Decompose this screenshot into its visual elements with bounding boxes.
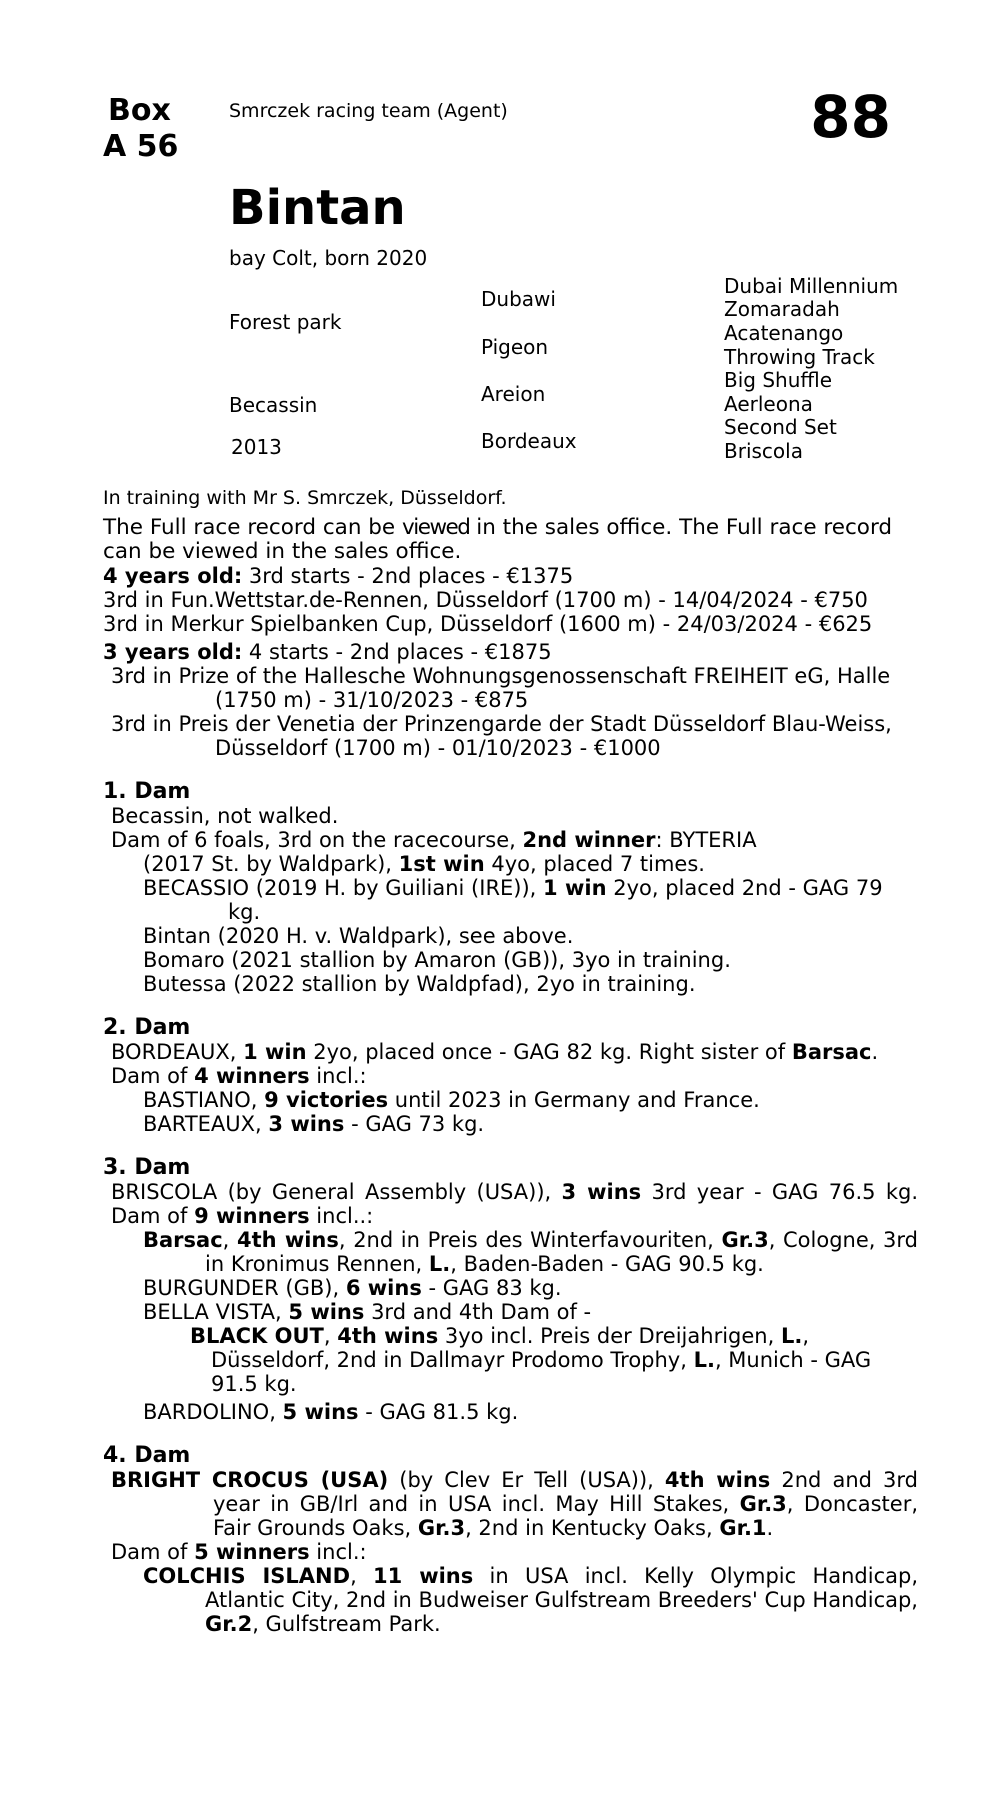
box-word: Box	[108, 93, 171, 128]
dam-heading: 4. Dam	[103, 1443, 191, 1468]
text-run: , 2nd in Preis des Winterfavouriten,	[338, 1228, 722, 1252]
bold-run: 6 wins	[345, 1276, 422, 1300]
bold-run: 1 win	[543, 876, 607, 900]
pedigree-sire: Forest park	[229, 310, 342, 334]
bold-run: 9 winners	[194, 1204, 310, 1228]
bold-run: 4th wins	[664, 1468, 771, 1492]
dam-line	[103, 1228, 918, 1276]
bold-run: Gr.3	[417, 1516, 466, 1540]
text-run: , Cologne, 3rd in Kronimus Rennen,	[205, 1228, 919, 1276]
pedigree-gen3-item: Aerleona	[724, 392, 813, 416]
dam-line	[103, 1064, 918, 1088]
dam-line	[103, 852, 918, 876]
text-run: 2yo, placed once - GAG 82 kg. Right sister of	[306, 1040, 792, 1064]
text-run: .	[766, 1516, 774, 1540]
text-run: BURGUNDER (GB),	[143, 1276, 346, 1300]
dam-line	[103, 1564, 918, 1636]
text-run: (by Clev Er Tell (USA)),	[388, 1468, 665, 1492]
pedigree-gen2-item: Bordeaux	[481, 429, 577, 453]
text-run: 3rd year - GAG 76.5 kg. Dam of	[111, 1180, 918, 1228]
text-run: , Gulfstream Park.	[252, 1612, 441, 1636]
bold-run: L.	[428, 1252, 451, 1276]
bold-run: 9 victories	[264, 1088, 389, 1112]
dam-line	[103, 1400, 918, 1424]
bold-run: Barsac	[143, 1228, 223, 1252]
text-run: 2nd and 3rd year in GB/Irl and in USA incl. May Hill Stakes,	[213, 1468, 918, 1516]
text-run: (2017 St. by Waldpark),	[143, 852, 399, 876]
text-run: 3rd and 4th Dam of -	[364, 1300, 592, 1324]
race-result: 3rd in Prize of the Hallesche Wohnungsgenossenschaft FREIHEIT eG, Halle (1750 m) - 31/10/2023 - €875	[111, 664, 891, 712]
text-run: BECASSIO (2019 H. by Guiliani (IRE)),	[143, 876, 544, 900]
bold-run: L.	[693, 1348, 715, 1372]
dam-line	[103, 1300, 918, 1324]
bold-run: 4th wins	[236, 1228, 339, 1252]
bold-run: 5 wins	[282, 1400, 359, 1424]
text-run: 2yo, placed 2nd - GAG 79 kg.	[228, 876, 883, 924]
race-result: 3rd in Preis der Venetia der Prinzengarde der Stadt Düsseldorf Blau-Weiss, Düsseldorf (1700 m) - 01/10/2023 - €1000	[111, 712, 892, 760]
text-run: incl.:	[309, 1540, 367, 1564]
text-run: , Düsseldorf, 2nd in Dallmayr Prodomo Trophy,	[211, 1324, 809, 1372]
text-run: , Doncaster, Fair Grounds Oaks,	[213, 1492, 918, 1540]
text-run: BORDEAUX,	[111, 1040, 244, 1064]
race-record-4yo	[103, 564, 918, 588]
text-run: , Munich - GAG 91.5 kg.	[211, 1348, 872, 1396]
text-run: - GAG 81.5 kg.	[358, 1400, 519, 1424]
text-run: .	[871, 1040, 879, 1064]
bold-run: COLCHIS ISLAND	[143, 1564, 351, 1588]
dam-line: Butessa (2022 stallion by Waldpfad), 2yo in training.	[143, 972, 696, 996]
catalogue-body	[103, 486, 918, 1636]
pedigree-gen2-item: Areion	[481, 382, 546, 406]
race-result: 3rd in Merkur Spielbanken Cup, Düsseldorf (1600 m) - 24/03/2024 - €625	[103, 612, 873, 636]
pedigree-dam-year: 2013	[231, 435, 282, 459]
bold-run: Gr.3	[739, 1492, 787, 1516]
pedigree-gen2-item: Pigeon	[481, 335, 549, 359]
bold-run: 1 win	[243, 1040, 307, 1064]
horse-description: bay Colt, born 2020	[229, 246, 428, 270]
text-run: , 2nd in Kentucky Oaks,	[465, 1516, 720, 1540]
bold-run: 2nd winner	[522, 828, 656, 852]
box-number: A 56	[103, 129, 179, 164]
text-run: Dam of 6 foals, 3rd on the racecourse,	[111, 828, 523, 852]
pedigree-gen3-item: Big Shuffle	[724, 368, 833, 392]
text-run: BARDOLINO,	[143, 1400, 283, 1424]
bold-run: 11 wins	[373, 1564, 474, 1588]
dam-line	[103, 828, 918, 852]
text-run: 3yo incl. Preis der Dreijahrigen,	[438, 1324, 781, 1348]
bold-run: Gr.2	[205, 1612, 253, 1636]
pedigree-dam: Becassin	[229, 393, 318, 417]
bold-run: 5 winners	[194, 1540, 310, 1564]
bold-run: Gr.3	[721, 1228, 769, 1252]
pedigree-gen3-item: Dubai Millennium	[724, 274, 899, 298]
dam-line	[103, 1040, 918, 1064]
age-label: 4 years old:	[103, 564, 243, 588]
box-label	[103, 93, 179, 165]
text-run: ,	[222, 1228, 237, 1252]
bold-run: 5 wins	[288, 1300, 365, 1324]
text-run: in USA incl. Kelly Olympic Handicap, Atlantic City, 2nd in Budweiser Gulfstream Breeders' Cup Handicap,	[205, 1564, 919, 1612]
bold-run: Gr.1	[719, 1516, 767, 1540]
race-result: 3rd in Fun.Wettstar.de-Rennen, Düsseldorf (1700 m) - 14/04/2024 - €750	[103, 588, 868, 612]
dam-line	[103, 1540, 918, 1564]
text-run: in the sales office. The Full race record can be viewed in the sales office.	[103, 515, 893, 564]
bold-run: BLACK OUT	[190, 1324, 324, 1348]
text-run: 3rd starts - 2nd places - €1375	[242, 564, 574, 588]
text-run: , Baden-Baden - GAG 90.5 kg.	[450, 1252, 764, 1276]
text-run: BELLA VISTA,	[143, 1300, 289, 1324]
text-run: ,	[323, 1324, 338, 1348]
text-run: BARTEAUX,	[143, 1112, 269, 1136]
bold-run: 1st win	[398, 852, 485, 876]
age-label: 3 years old:	[103, 640, 243, 664]
bold-run: L.	[780, 1324, 803, 1348]
race-record-3yo	[103, 640, 918, 664]
training-note: In training with Mr S. Smrczek, Düsseldorf.	[103, 487, 507, 509]
pedigree-gen3-item: Acatenango	[724, 321, 844, 345]
dam-heading: 2. Dam	[103, 1015, 191, 1040]
pedigree-gen2-item: Dubawi	[481, 287, 556, 311]
text-run: Dam of	[111, 1064, 195, 1088]
text-run: incl..:	[309, 1204, 374, 1228]
bold-run: 3 wins	[561, 1180, 642, 1204]
lot-number: 88	[810, 83, 891, 151]
text-run: - GAG 73 kg.	[344, 1112, 485, 1136]
dam-line	[103, 1324, 918, 1396]
dam-line	[103, 1180, 918, 1228]
pedigree-gen3-item: Throwing Track	[724, 345, 875, 369]
pedigree-gen3-item: Second Set	[724, 415, 837, 439]
bold-run: 3 wins	[268, 1112, 345, 1136]
text-run: The Full race record can be	[103, 515, 396, 540]
text-run: Dam of	[111, 1540, 195, 1564]
text-run: incl.:	[309, 1064, 367, 1088]
text-run: viewed	[402, 515, 470, 540]
dam-heading: 1. Dam	[103, 779, 191, 804]
text-run: ,	[350, 1564, 374, 1588]
text-run: BRISCOLA (by General Assembly (USA)),	[111, 1180, 562, 1204]
text-run: - GAG 83 kg.	[421, 1276, 562, 1300]
bold-run: BRIGHT CROCUS (USA)	[111, 1468, 389, 1492]
text-run: BASTIANO,	[143, 1088, 265, 1112]
dam-line: Bintan (2020 H. v. Waldpark), see above.	[143, 924, 574, 948]
dam-line: Bomaro (2021 stallion by Amaron (GB)), 3yo in training.	[143, 948, 731, 972]
bold-run: 4th wins	[337, 1324, 439, 1348]
pedigree-gen3-item: Zomaradah	[724, 297, 840, 321]
dam-line	[103, 876, 918, 924]
dam-line: Becassin, not walked.	[111, 804, 339, 828]
pedigree-gen3-item: Briscola	[724, 439, 803, 463]
text-run: : BYTERIA	[655, 828, 757, 852]
text-run: until 2023 in Germany and France.	[388, 1088, 760, 1112]
race-record-intro	[103, 516, 918, 564]
bold-run: 4 winners	[194, 1064, 310, 1088]
dam-line	[103, 1088, 918, 1112]
dam-line	[103, 1468, 918, 1540]
dam-line	[103, 1276, 918, 1300]
text-run: 4 starts - 2nd places - €1875	[242, 640, 552, 664]
text-run: 4yo, placed 7 times.	[484, 852, 705, 876]
dam-line	[103, 1112, 918, 1136]
consignor: Smrczek racing team (Agent)	[229, 100, 508, 122]
horse-name: Bintan	[229, 180, 406, 236]
dam-heading: 3. Dam	[103, 1155, 191, 1180]
bold-run: Barsac	[791, 1040, 872, 1064]
